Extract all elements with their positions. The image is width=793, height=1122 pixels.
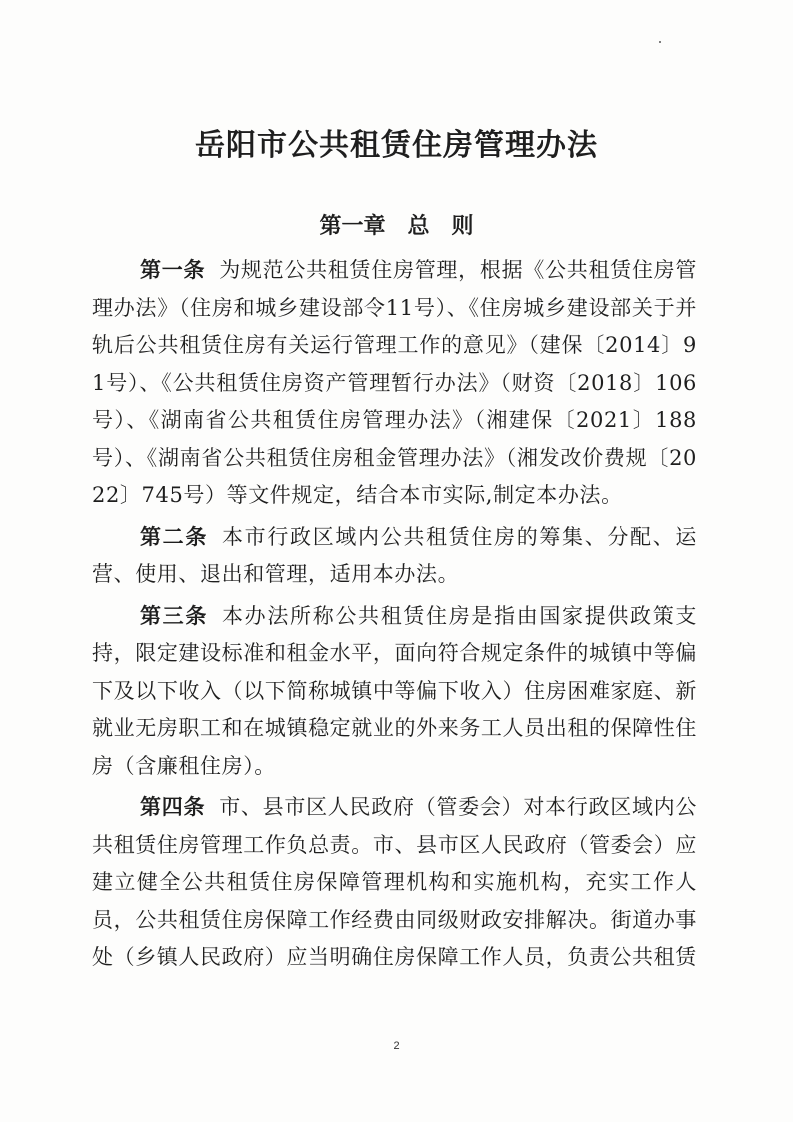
page-number: 2 <box>393 1040 400 1052</box>
article-3 <box>92 598 697 786</box>
scan-speck <box>659 41 661 43</box>
document-body <box>92 252 697 978</box>
article-2 <box>92 519 697 594</box>
chapter-name: 总 则 <box>407 214 474 239</box>
article-1 <box>92 252 697 515</box>
article-text: 本市行政区域内公共租赁住房的筹集、分配、运营、使用、退出和管理，适用本办法。 <box>92 524 697 586</box>
article-label: 第二条 <box>140 524 209 549</box>
article-text: 本办法所称公共租赁住房是指由国家提供政策支持，限定建设标准和租金水平，面向符合规定条件的城镇中等偏下及以下收入（以下简称城镇中等偏下收入）住房困难家庭、新就业无房职工和在城镇稳定就业的外来务工人员出租的保障性住房（含廉租住房）。 <box>92 603 697 778</box>
article-4 <box>92 789 697 977</box>
article-text: 为规范公共租赁住房管理，根据《公共租赁住房管理办法》（住房和城乡建设部令11号）、《住房城乡建设部关于并轨后公共租赁住房有关运行管理工作的意见》（建保〔2014〕91号）、《公共租赁住房资产管理暂行办法》（财资〔2018〕106号）、《湖南省公共租赁住房管理办法》（湘建保〔2021〕188号）、《湖南省公共租赁住房租金管理办法》（湘发改价费规〔2022〕745号）等文件规定，结合本市实际,制定本办法。 <box>92 258 697 507</box>
chapter-number: 第一章 <box>319 214 386 239</box>
article-label: 第一条 <box>140 258 206 282</box>
document-title: 岳阳市公共租赁住房管理办法 <box>195 128 598 163</box>
chapter-heading <box>0 210 793 244</box>
article-label: 第三条 <box>140 603 209 628</box>
article-label: 第四条 <box>140 795 206 819</box>
article-text: 市、县市区人民政府（管委会）对本行政区域内公共租赁住房管理工作负总责。市、县市区人民政府（管委会）应建立健全公共租赁住房保障管理机构和实施机构，充实工作人员，公共租赁住房保障工作经费由同级财政安排解决。街道办事处（乡镇人民政府）应当明确住房保障工作人员，负责公共租赁 <box>92 795 697 969</box>
